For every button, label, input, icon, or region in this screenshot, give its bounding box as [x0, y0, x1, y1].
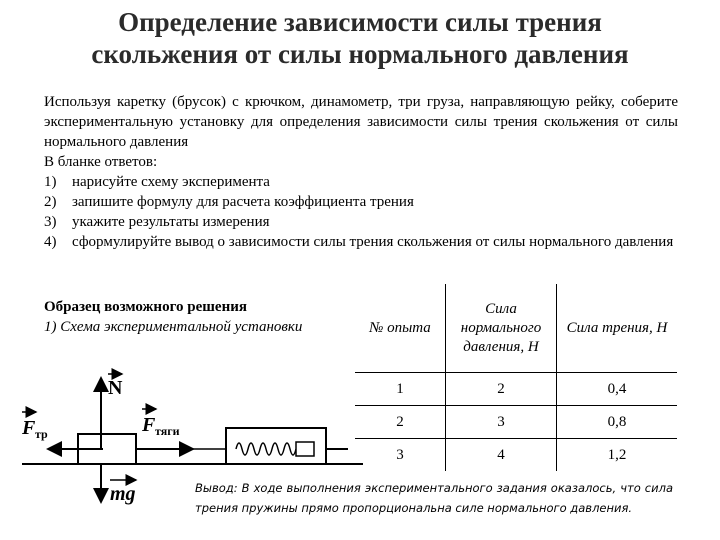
label-normal: N	[108, 377, 123, 399]
conclusion-text: Вывод: В ходе выполнения экспериментального задания оказалось, что сила трения пружины прямо пропорциональна силе нормального давления.	[195, 481, 673, 515]
header-cell: Сила трения, Н	[557, 284, 678, 373]
answer-sheet-label: В бланке ответов:	[44, 154, 158, 170]
task-intro: Используя каретку (брусок) с крючком, динамометр, три груза, направляющую рейку, соберите экспериментальную установку для определения зависимости силы трения скольжения от силы нормального давления	[44, 94, 678, 150]
table-row	[355, 373, 677, 406]
title-line-2: скольжения от силы нормального давления	[91, 39, 629, 69]
header-cell: Сила нормального давления, Н	[446, 284, 557, 373]
label-pull-subscript: тяги	[155, 424, 180, 438]
list-item: 4) сформулируйте вывод о зависимости силы трения скольжения от силы нормального давления	[44, 234, 674, 250]
scheme-caption: 1) Схема экспериментальной установки	[44, 319, 303, 335]
table-row	[355, 406, 677, 439]
header-cell: № опыта	[369, 319, 431, 336]
table-cell: 4	[446, 439, 557, 472]
list-item: 2) запишите формулу для расчета коэффициента трения	[44, 194, 414, 210]
results-table	[355, 284, 677, 471]
dynamometer-hook	[296, 442, 314, 456]
title-line-1: Определение зависимости силы трения	[118, 7, 602, 37]
table-cell: 1,2	[557, 439, 678, 472]
steps-list	[44, 172, 678, 252]
list-item: 1) нарисуйте схему эксперимента	[44, 174, 270, 190]
label-gravity: mg	[110, 483, 136, 505]
table-header-row	[355, 284, 677, 373]
sample-heading: Образец возможного решения	[44, 299, 247, 315]
list-item: 3) укажите результаты измерения	[44, 214, 270, 230]
label-pull: F	[142, 414, 156, 436]
sample-solution	[44, 297, 302, 337]
table-cell: 3	[355, 439, 446, 472]
table-cell: 0,8	[557, 406, 678, 439]
task-text	[44, 92, 678, 252]
table-cell: 2	[446, 373, 557, 406]
page-title	[0, 6, 720, 70]
table-cell: 3	[446, 406, 557, 439]
table-cell: 0,4	[557, 373, 678, 406]
label-friction: F	[22, 417, 36, 439]
table-row	[355, 439, 677, 472]
table-cell: 2	[355, 406, 446, 439]
label-friction-subscript: тр	[35, 427, 48, 441]
table-cell: 1	[355, 373, 446, 406]
